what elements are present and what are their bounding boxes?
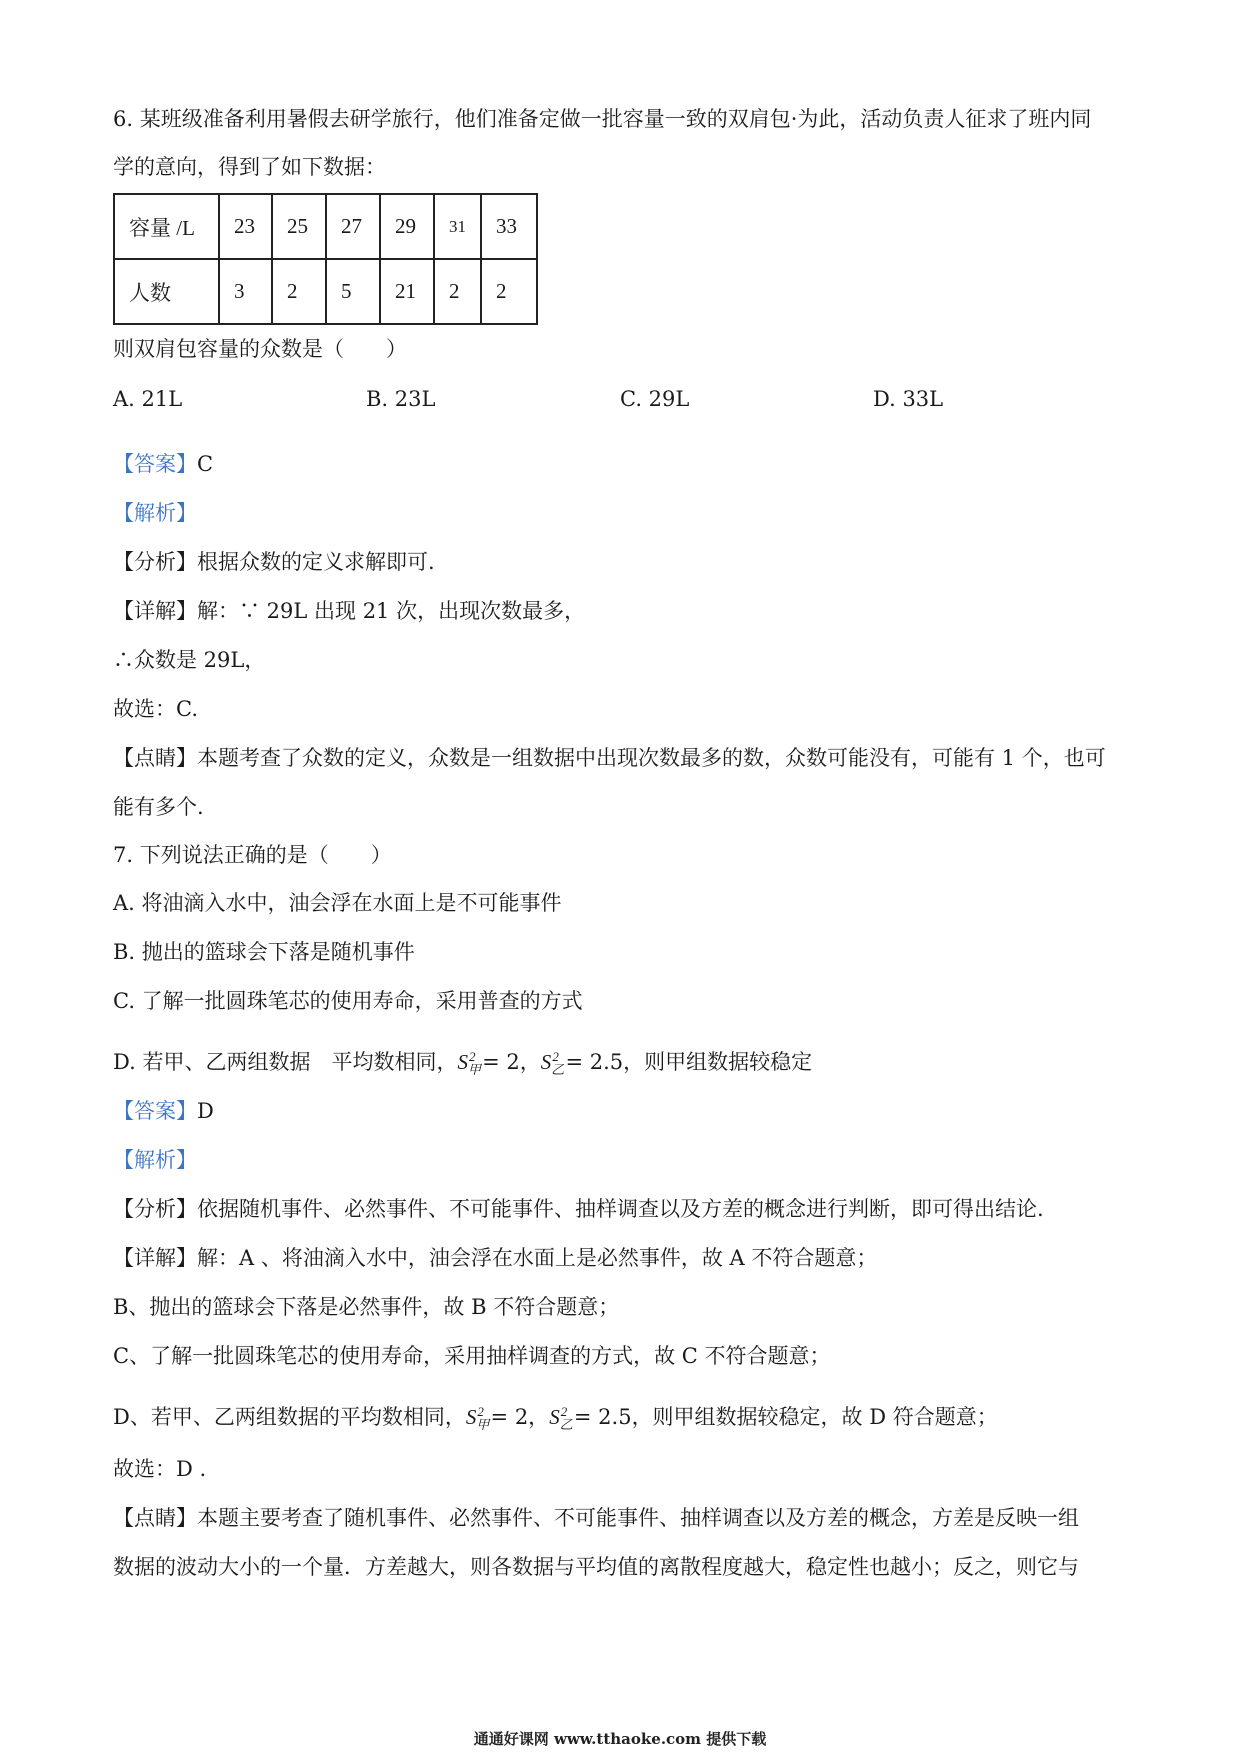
q6-xiangjie	[113, 596, 585, 626]
xiangjie-tag: 【详解】	[113, 1246, 197, 1270]
answer-value: D	[197, 1099, 214, 1123]
q6-step2: ∴众数是 29L，	[113, 648, 266, 672]
q6-stem-line2: 学的意向，得到了如下数据：	[113, 155, 386, 179]
variance-yi-val: = 2.5	[573, 1405, 632, 1429]
q6-analysis-heading	[113, 498, 197, 528]
fenxi-text: 根据众数的定义求解即可.	[197, 550, 435, 574]
table-row-capacity	[114, 194, 537, 259]
analysis-tag: 【解析】	[113, 1148, 197, 1172]
q7-option-b: B. 抛出的篮球会下落是随机事件	[113, 940, 415, 964]
q6-option-c: C. 29L	[620, 387, 690, 411]
variance-jia-val: = 2，	[482, 1050, 541, 1074]
dianjing-text: 本题考查了众数的定义，众数是一组数据中出现次数最多的数，众数可能没有，可能有 1 个，也可	[197, 746, 1106, 770]
q6-dianjing-line1	[113, 743, 1106, 773]
sub-jia: 甲	[467, 1062, 481, 1078]
table-cell: 2	[481, 259, 537, 324]
option-d-post: ，则甲组数据较稳定	[623, 1050, 813, 1074]
q7-xiangjie	[113, 1243, 877, 1273]
table-cell: 2	[272, 259, 326, 324]
variance-yi: $S_乙^2$	[540, 1049, 565, 1078]
variance-yi-val: = 2.5	[565, 1050, 624, 1074]
q7-line-c: C、了解一批圆珠笔芯的使用寿命，采用抽样调查的方式，故 C 不符合题意；	[113, 1344, 831, 1368]
q7-option-a: A. 将油滴入水中，油会浮在水面上是不可能事件	[113, 891, 562, 915]
variance-jia: $S_甲^2$	[457, 1049, 481, 1078]
q6-choose: 故选：C.	[113, 697, 198, 721]
dianjing-tag: 【点睛】	[113, 746, 197, 770]
xiangjie-tag: 【详解】	[113, 599, 197, 623]
table-cell: 23	[219, 194, 272, 259]
line-d-post: ，则甲组数据较稳定，故 D 符合题意；	[631, 1405, 998, 1429]
dianjing-tag: 【点睛】	[113, 1506, 197, 1530]
sub-yi: 乙	[559, 1417, 573, 1433]
q7-dianjing-line2: 数据的波动大小的一个量．方差越大，则各数据与平均值的离散程度越大，稳定性也越小；反之，则它与	[113, 1555, 1079, 1579]
q6-fenxi	[113, 547, 435, 577]
q6-option-d: D. 33L	[873, 387, 944, 411]
table-cell: 5	[326, 259, 380, 324]
q6-option-a: A. 21L	[113, 387, 183, 411]
capacity-table	[113, 193, 538, 325]
table-cell: 31	[434, 194, 481, 259]
table-cell: 29	[380, 194, 434, 259]
line-d-pre: D、若甲、乙两组数据的平均数相同，	[113, 1405, 466, 1429]
xiangjie-text: 解：A 、将油滴入水中，油会浮在水面上是必然事件，故 A 不符合题意；	[197, 1246, 878, 1270]
fenxi-text: 依据随机事件、必然事件、不可能事件、抽样调查以及方差的概念进行判断，即可得出结论.	[197, 1197, 1044, 1221]
q6-answer	[113, 449, 213, 479]
q6-dianjing-line2: 能有多个.	[113, 795, 204, 819]
q6-stem-line1: 6. 某班级准备利用暑假去研学旅行，他们准备定做一批容量一致的双肩包·为此，活动负责人征求了班内同	[113, 107, 1092, 131]
q6-prompt: 则双肩包容量的众数是（ ）	[113, 337, 407, 361]
analysis-tag: 【解析】	[113, 501, 197, 525]
q7-option-c: C. 了解一批圆珠笔芯的使用寿命，采用普查的方式	[113, 989, 583, 1013]
answer-tag: 【答案】	[113, 1099, 197, 1123]
table-cell: 27	[326, 194, 380, 259]
table-cell: 21	[380, 259, 434, 324]
q7-line-b: B、抛出的篮球会下落是必然事件，故 B 不符合题意；	[113, 1295, 620, 1319]
option-d-pre: D. 若甲、乙两组数据 平均数相同，	[113, 1050, 458, 1074]
q7-choose: 故选：D .	[113, 1457, 207, 1481]
table-cell: 容量 /L	[114, 194, 219, 259]
q6-option-b: B. 23L	[366, 387, 436, 411]
table-cell: 33	[481, 194, 537, 259]
variance-yi: $S_乙^2$	[549, 1404, 573, 1433]
sub-jia: 甲	[476, 1417, 490, 1433]
table-cell: 25	[272, 194, 326, 259]
table-cell: 人数	[114, 259, 219, 324]
q7-fenxi	[113, 1194, 1044, 1224]
page-footer: 通通好课网 www.tthaoke.com 提供下载	[473, 1730, 767, 1748]
answer-value: C	[197, 452, 214, 476]
fenxi-tag: 【分析】	[113, 550, 197, 574]
q7-option-d	[113, 1042, 812, 1085]
answer-tag: 【答案】	[113, 452, 197, 476]
table-cell: 3	[219, 259, 272, 324]
q7-dianjing-line1	[113, 1503, 1079, 1533]
q7-analysis-heading	[113, 1145, 197, 1175]
sub-yi: 乙	[551, 1062, 565, 1078]
q7-stem: 7. 下列说法正确的是（ ）	[113, 843, 392, 867]
dianjing-text: 本题主要考查了随机事件、必然事件、不可能事件、抽样调查以及方差的概念，方差是反映一组	[197, 1506, 1079, 1530]
variance-jia: $S_甲^2$	[465, 1404, 490, 1433]
xiangjie-text: 解：∵ 29L 出现 21 次，出现次数最多，	[197, 599, 586, 623]
q7-answer	[113, 1096, 214, 1126]
table-cell: 2	[434, 259, 481, 324]
variance-jia-val: = 2，	[490, 1405, 550, 1429]
table-row-count	[114, 259, 537, 324]
q7-line-d	[113, 1397, 998, 1440]
fenxi-tag: 【分析】	[113, 1197, 197, 1221]
